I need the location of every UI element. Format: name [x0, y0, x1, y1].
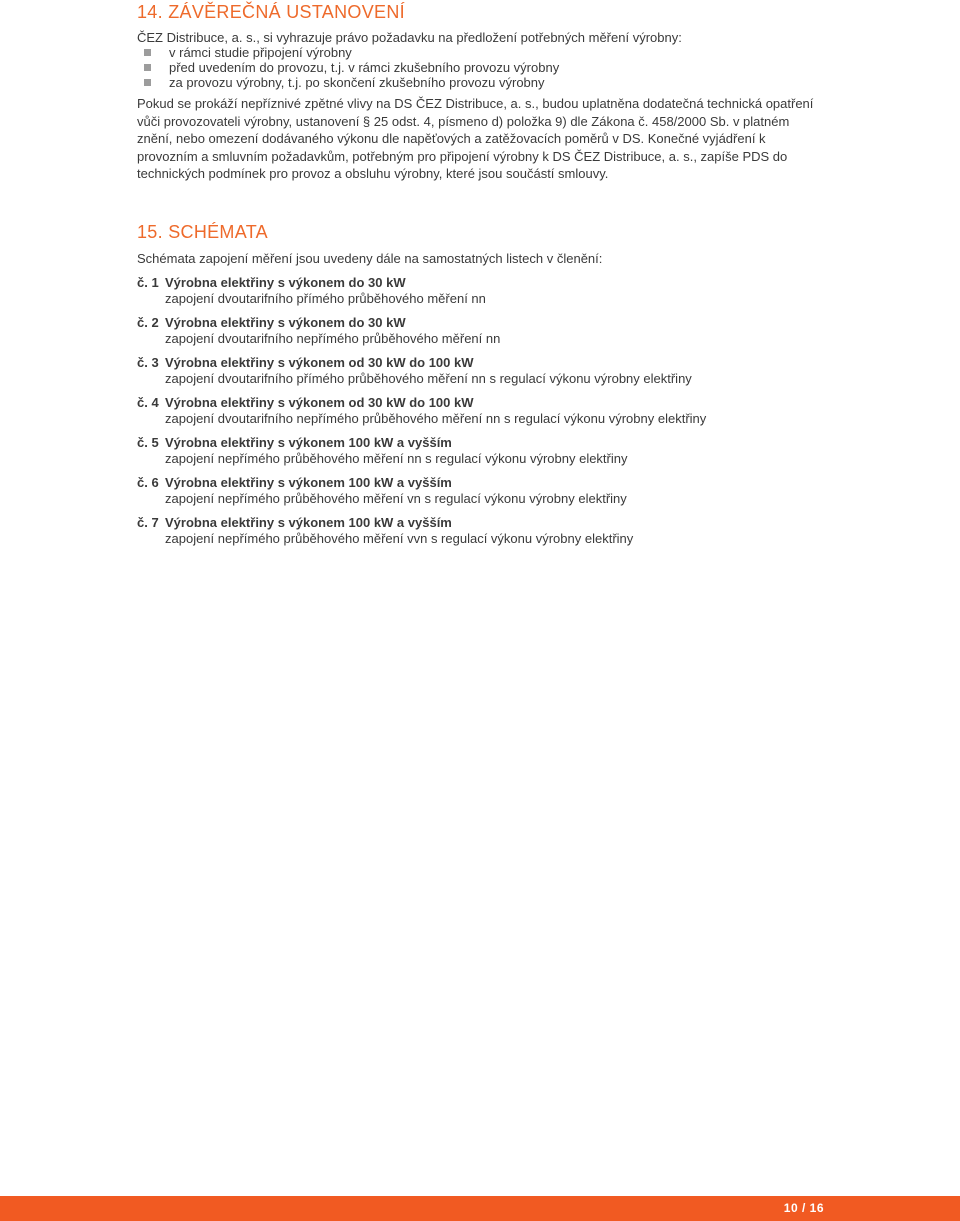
square-bullet-icon — [144, 49, 151, 56]
scheme-number: č. 2 — [137, 315, 159, 330]
section-14-bullet-list — [137, 45, 817, 90]
scheme-description: zapojení dvoutarifního nepřímého průběhového měření nn — [165, 331, 501, 346]
scheme-number: č. 7 — [137, 515, 159, 530]
section-14-paragraph: Pokud se prokáží nepříznivé zpětné vlivy na DS ČEZ Distribuce, a. s., budou uplatněna dodatečná technická opatření vůči provozovateli výrobny, ustanovení § 25 odst. 4, písmeno d) položka 9) dle Zákona č. 458/2000 Sb. v platném znění, nebo omezení dodávaného výkonu dle napěťových a zatěžovacích poměrů v DS. Konečné vyjádření k provozním a smluvním požadavkům, potřebným pro připojení výrobny k DS ČEZ Distribuce, a. s., zapíše PDS do technických podmínek pro provoz a obsluhu výrobny, které jsou součástí smlouvy. — [137, 96, 814, 181]
scheme-description: zapojení nepřímého průběhového měření nn s regulací výkonu výrobny elektřiny — [165, 451, 628, 466]
scheme-number: č. 4 — [137, 395, 159, 410]
footer-bar — [0, 1196, 960, 1221]
scheme-item — [137, 475, 817, 515]
section-15-intro: Schémata zapojení měření jsou uvedeny dále na samostatných listech v členění: — [137, 251, 603, 266]
scheme-description: zapojení dvoutarifního přímého průběhového měření nn s regulací výkonu výrobny elektřiny — [165, 371, 692, 386]
scheme-item — [137, 275, 817, 315]
scheme-item — [137, 395, 817, 435]
list-item — [137, 45, 817, 60]
scheme-item — [137, 515, 817, 555]
scheme-item — [137, 355, 817, 395]
list-item — [137, 75, 817, 90]
square-bullet-icon — [144, 79, 151, 86]
scheme-description: zapojení dvoutarifního přímého průběhového měření nn — [165, 291, 486, 306]
square-bullet-icon — [144, 64, 151, 71]
scheme-list — [137, 275, 817, 555]
scheme-item — [137, 435, 817, 475]
list-item-text: v rámci studie připojení výrobny — [169, 45, 352, 60]
scheme-number: č. 1 — [137, 275, 159, 290]
scheme-title: Výrobna elektřiny s výkonem do 30 kW — [165, 275, 406, 290]
scheme-number: č. 5 — [137, 435, 159, 450]
section-14-heading: 14. ZÁVĚREČNÁ USTANOVENÍ — [137, 2, 405, 22]
scheme-title: Výrobna elektřiny s výkonem od 30 kW do 100 kW — [165, 355, 474, 370]
scheme-description: zapojení dvoutarifního nepřímého průběhového měření nn s regulací výkonu výrobny elektřiny — [165, 411, 707, 426]
scheme-title: Výrobna elektřiny s výkonem do 30 kW — [165, 315, 406, 330]
list-item-text: před uvedením do provozu, t.j. v rámci zkušebního provozu výrobny — [169, 60, 560, 75]
scheme-number: č. 6 — [137, 475, 159, 490]
scheme-title: Výrobna elektřiny s výkonem 100 kW a vyšším — [165, 475, 452, 490]
scheme-item — [137, 315, 817, 355]
scheme-number: č. 3 — [137, 355, 159, 370]
list-item — [137, 60, 817, 75]
scheme-title: Výrobna elektřiny s výkonem 100 kW a vyšším — [165, 435, 452, 450]
scheme-description: zapojení nepřímého průběhového měření vn s regulací výkonu výrobny elektřiny — [165, 491, 627, 506]
list-item-text: za provozu výrobny, t.j. po skončení zkušebního provozu výrobny — [169, 75, 545, 90]
page-number: 10 / 16 — [783, 1201, 824, 1215]
scheme-title: Výrobna elektřiny s výkonem 100 kW a vyšším — [165, 515, 452, 530]
scheme-description: zapojení nepřímého průběhového měření vvn s regulací výkonu výrobny elektřiny — [165, 531, 634, 546]
section-14-intro: ČEZ Distribuce, a. s., si vyhrazuje právo požadavku na předložení potřebných měření výrobny: — [137, 30, 682, 45]
scheme-title: Výrobna elektřiny s výkonem od 30 kW do 100 kW — [165, 395, 474, 410]
section-15-heading: 15. SCHÉMATA — [137, 222, 268, 242]
